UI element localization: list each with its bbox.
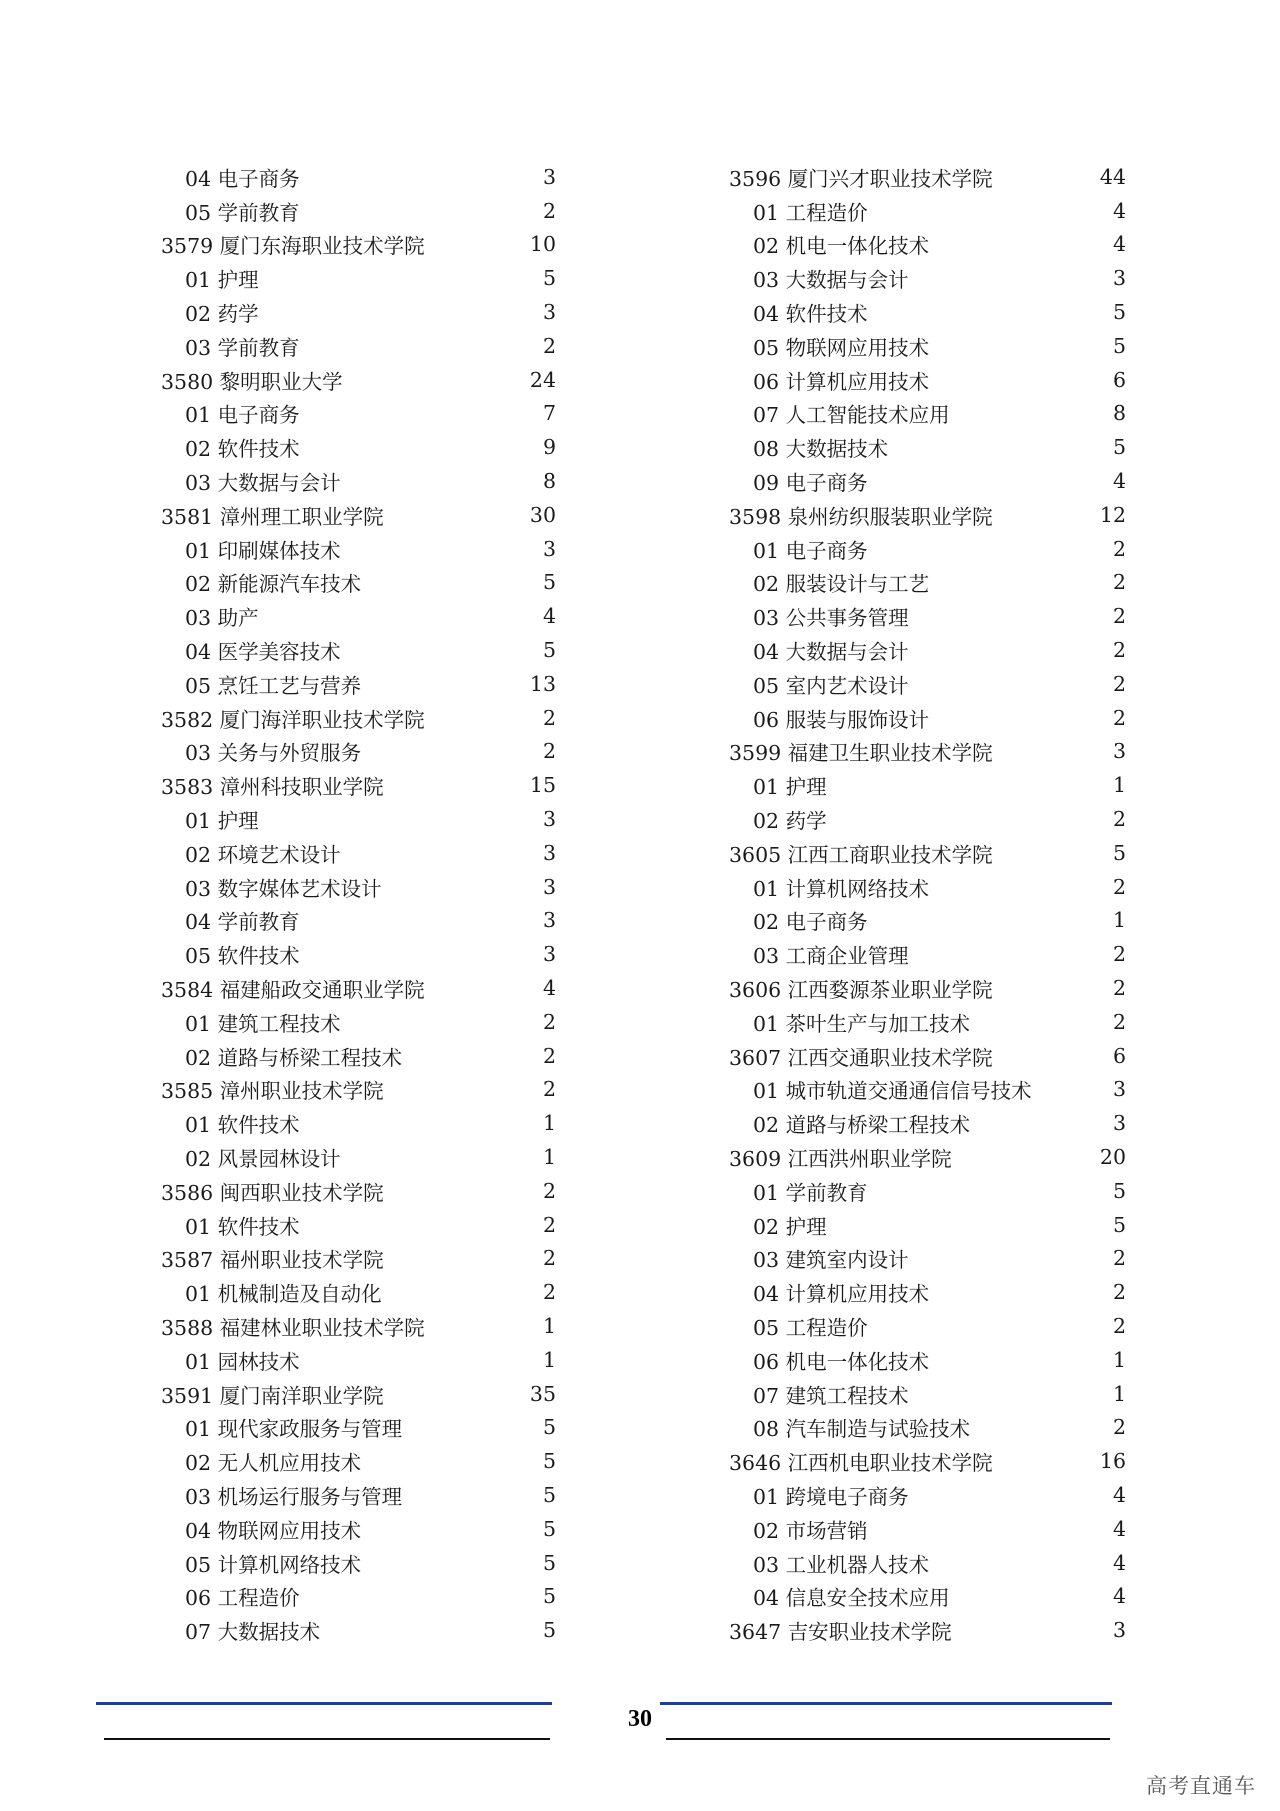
enrollment-count: 4 xyxy=(542,604,556,629)
enrollment-count: 4 xyxy=(1112,1482,1126,1507)
major-name: 05 物联网应用技术 xyxy=(753,335,930,360)
major-row xyxy=(729,1512,1126,1546)
major-row xyxy=(729,397,1126,431)
school-name: 3596 厦门兴才职业技术学院 xyxy=(729,166,993,191)
major-row xyxy=(161,1106,556,1140)
major-name: 09 电子商务 xyxy=(753,471,868,496)
enrollment-count: 2 xyxy=(542,198,556,223)
major-name: 06 机电一体化技术 xyxy=(753,1349,930,1374)
major-row xyxy=(729,1005,1126,1039)
enrollment-count: 13 xyxy=(529,671,556,696)
major-name: 01 学前教育 xyxy=(753,1180,868,1205)
enrollment-count: 2 xyxy=(1112,1313,1126,1338)
major-row xyxy=(729,1275,1126,1309)
enrollment-count: 2 xyxy=(1112,604,1126,629)
major-name: 03 大数据与会计 xyxy=(185,471,341,496)
enrollment-count: 2 xyxy=(542,1246,556,1271)
major-name: 02 新能源汽车技术 xyxy=(185,572,362,597)
enrollment-count: 4 xyxy=(1112,469,1126,494)
major-name: 01 工程造价 xyxy=(753,200,868,225)
enrollment-count: 5 xyxy=(1112,1212,1126,1237)
major-name: 04 学前教育 xyxy=(185,910,300,935)
enrollment-count: 5 xyxy=(542,1550,556,1575)
major-name: 05 室内艺术设计 xyxy=(753,673,909,698)
major-row xyxy=(729,363,1126,397)
major-row xyxy=(729,802,1126,836)
page-footer xyxy=(0,1700,1280,1760)
school-name: 3585 漳州职业技术学院 xyxy=(161,1079,384,1104)
school-row xyxy=(161,768,556,802)
enrollment-count: 5 xyxy=(1112,840,1126,865)
page-number: 30 xyxy=(628,1706,652,1732)
enrollment-count: 20 xyxy=(1099,1145,1126,1169)
major-name: 02 药学 xyxy=(753,809,827,834)
major-row xyxy=(161,904,556,938)
enrollment-count: 1 xyxy=(1112,908,1126,933)
enrollment-count: 16 xyxy=(1099,1449,1126,1474)
major-name: 03 关务与外贸服务 xyxy=(185,741,362,766)
school-name: 3598 泉州纺织服装职业学院 xyxy=(729,504,993,529)
major-name: 07 建筑工程技术 xyxy=(753,1383,909,1408)
enrollment-count: 2 xyxy=(1112,536,1126,561)
major-row xyxy=(729,1242,1126,1276)
major-row xyxy=(161,566,556,600)
enrollment-count: 4 xyxy=(542,976,556,1001)
major-name: 06 计算机应用技术 xyxy=(753,369,930,394)
enrollment-count: 44 xyxy=(1099,164,1126,189)
school-name: 3580 黎明职业大学 xyxy=(161,369,343,394)
major-row xyxy=(161,1039,556,1073)
major-name: 08 汽车制造与试验技术 xyxy=(753,1417,971,1442)
enrollment-count: 1 xyxy=(1112,1381,1126,1406)
major-name: 03 大数据与会计 xyxy=(753,268,909,293)
footer-rule-right-bottom xyxy=(666,1738,1110,1740)
major-row xyxy=(729,904,1126,938)
major-row xyxy=(729,701,1126,735)
school-row xyxy=(729,498,1126,532)
enrollment-count: 3 xyxy=(1112,266,1126,291)
major-name: 04 大数据与会计 xyxy=(753,640,909,665)
major-name: 01 软件技术 xyxy=(185,1214,300,1239)
enrollment-count: 5 xyxy=(1112,1178,1126,1203)
major-name: 03 助产 xyxy=(185,606,259,631)
major-row xyxy=(161,667,556,701)
major-row xyxy=(161,633,556,667)
school-name: 3646 江西机电职业技术学院 xyxy=(729,1451,993,1476)
school-row xyxy=(161,1174,556,1208)
enrollment-count: 3 xyxy=(542,807,556,832)
enrollment-count: 8 xyxy=(542,469,556,494)
school-name: 3588 福建林业职业技术学院 xyxy=(161,1315,425,1340)
major-row xyxy=(729,1377,1126,1411)
major-name: 01 建筑工程技术 xyxy=(185,1011,341,1036)
enrollment-count: 2 xyxy=(1112,1415,1126,1440)
major-name: 01 印刷媒体技术 xyxy=(185,538,341,563)
enrollment-count: 2 xyxy=(1112,1280,1126,1305)
enrollment-count: 2 xyxy=(542,1212,556,1237)
major-row xyxy=(161,295,556,329)
watermark-text: 高考直通车 xyxy=(1146,1774,1256,1798)
enrollment-count: 2 xyxy=(542,333,556,358)
major-name: 03 工商企业管理 xyxy=(753,944,909,969)
major-row xyxy=(729,194,1126,228)
enrollment-count: 6 xyxy=(1112,1043,1126,1068)
major-name: 02 护理 xyxy=(753,1214,827,1239)
major-row xyxy=(729,464,1126,498)
school-name: 3609 江西洪州职业学院 xyxy=(729,1147,952,1171)
major-row xyxy=(161,1444,556,1478)
major-name: 01 跨境电子商务 xyxy=(753,1484,909,1509)
major-row xyxy=(729,1208,1126,1242)
major-name: 05 计算机网络技术 xyxy=(185,1552,362,1577)
major-name: 04 电子商务 xyxy=(185,166,300,191)
footer-rule-left-top xyxy=(96,1702,552,1705)
enrollment-count: 2 xyxy=(1112,705,1126,730)
major-row xyxy=(161,836,556,870)
enrollment-count: 4 xyxy=(1112,1584,1126,1609)
enrollment-count: 2 xyxy=(542,1280,556,1305)
major-row xyxy=(729,870,1126,904)
school-row xyxy=(161,1073,556,1107)
enrollment-count: 1 xyxy=(1112,1347,1126,1372)
major-row xyxy=(729,261,1126,295)
major-row xyxy=(161,430,556,464)
school-name: 3607 江西交通职业技术学院 xyxy=(729,1045,993,1070)
major-name: 04 医学美容技术 xyxy=(185,640,341,665)
major-row xyxy=(161,160,556,194)
enrollment-count: 4 xyxy=(1112,232,1126,257)
major-name: 03 工业机器人技术 xyxy=(753,1552,930,1577)
major-name: 01 护理 xyxy=(753,775,827,800)
major-row xyxy=(161,1208,556,1242)
enrollment-count: 3 xyxy=(1112,1618,1126,1643)
major-name: 01 机械制造及自动化 xyxy=(185,1282,382,1307)
school-name: 3586 闽西职业技术学院 xyxy=(161,1180,384,1205)
school-row xyxy=(161,498,556,532)
major-name: 01 电子商务 xyxy=(753,538,868,563)
major-row xyxy=(729,1106,1126,1140)
major-row xyxy=(729,1073,1126,1107)
major-row xyxy=(161,1275,556,1309)
enrollment-count: 1 xyxy=(542,1145,556,1169)
enrollment-count: 5 xyxy=(542,1449,556,1474)
enrollment-count: 3 xyxy=(1112,739,1126,764)
enrollment-count: 3 xyxy=(542,840,556,865)
enrollment-count: 5 xyxy=(1112,333,1126,358)
school-name: 3599 福建卫生职业技术学院 xyxy=(729,741,993,766)
enrollment-count: 3 xyxy=(542,536,556,561)
school-row xyxy=(729,971,1126,1005)
major-row xyxy=(729,768,1126,802)
enrollment-count: 6 xyxy=(1112,367,1126,392)
major-name: 04 物联网应用技术 xyxy=(185,1518,362,1543)
enrollment-count: 4 xyxy=(1112,198,1126,223)
enrollment-count: 3 xyxy=(542,164,556,189)
enrollment-count: 24 xyxy=(529,367,556,392)
major-name: 07 人工智能技术应用 xyxy=(753,403,950,428)
major-name: 02 风景园林设计 xyxy=(185,1147,341,1171)
school-name: 3584 福建船政交通职业学院 xyxy=(161,978,425,1003)
enrollment-count: 12 xyxy=(1099,502,1126,527)
major-row xyxy=(161,261,556,295)
major-row xyxy=(729,295,1126,329)
enrollment-count: 1 xyxy=(542,1313,556,1338)
enrollment-count: 3 xyxy=(542,942,556,967)
major-row xyxy=(729,599,1126,633)
enrollment-count: 1 xyxy=(542,1111,556,1136)
major-name: 02 服装设计与工艺 xyxy=(753,572,930,597)
major-name: 02 电子商务 xyxy=(753,910,868,935)
major-row xyxy=(161,1343,556,1377)
major-name: 05 工程造价 xyxy=(753,1315,868,1340)
enrollment-count: 3 xyxy=(542,874,556,899)
major-name: 01 计算机网络技术 xyxy=(753,876,930,901)
major-name: 01 电子商务 xyxy=(185,403,300,428)
enrollment-count: 3 xyxy=(1112,1077,1126,1102)
major-row xyxy=(729,1478,1126,1512)
major-row xyxy=(161,1005,556,1039)
major-name: 05 学前教育 xyxy=(185,200,300,225)
major-row xyxy=(161,1478,556,1512)
major-row xyxy=(161,1579,556,1613)
school-row xyxy=(729,1444,1126,1478)
major-name: 02 药学 xyxy=(185,302,259,327)
enrollment-count: 2 xyxy=(1112,671,1126,696)
school-row xyxy=(729,1613,1126,1647)
enrollment-count: 2 xyxy=(1112,874,1126,899)
major-name: 03 建筑室内设计 xyxy=(753,1248,909,1273)
enrollment-count: 2 xyxy=(1112,976,1126,1001)
major-row xyxy=(729,228,1126,262)
enrollment-count: 4 xyxy=(1112,1550,1126,1575)
major-name: 04 计算机应用技术 xyxy=(753,1282,930,1307)
major-name: 02 软件技术 xyxy=(185,437,300,462)
major-row xyxy=(161,599,556,633)
school-name: 3605 江西工商职业技术学院 xyxy=(729,842,993,867)
enrollment-count: 4 xyxy=(1112,1516,1126,1541)
enrollment-count: 2 xyxy=(1112,807,1126,832)
major-row xyxy=(161,1512,556,1546)
major-row xyxy=(161,1546,556,1580)
major-name: 01 茶叶生产与加工技术 xyxy=(753,1011,971,1036)
enrollment-count: 15 xyxy=(529,773,556,798)
enrollment-count: 3 xyxy=(1112,1111,1126,1136)
enrollment-count: 2 xyxy=(542,1178,556,1203)
enrollment-count: 5 xyxy=(542,1482,556,1507)
enrollment-count: 2 xyxy=(1112,942,1126,967)
major-row xyxy=(161,464,556,498)
school-row xyxy=(161,701,556,735)
footer-rule-right-top xyxy=(660,1702,1112,1705)
enrollment-count: 2 xyxy=(1112,1246,1126,1271)
major-row xyxy=(161,397,556,431)
enrollment-count: 9 xyxy=(542,435,556,460)
footer-rule-left-bottom xyxy=(104,1738,550,1740)
major-name: 01 园林技术 xyxy=(185,1349,300,1374)
school-name: 3582 厦门海洋职业技术学院 xyxy=(161,707,425,732)
school-row xyxy=(161,1377,556,1411)
enrollment-count: 5 xyxy=(1112,300,1126,325)
major-name: 03 公共事务管理 xyxy=(753,606,909,631)
enrollment-count: 2 xyxy=(542,739,556,764)
major-row xyxy=(729,1546,1126,1580)
school-name: 3647 吉安职业技术学院 xyxy=(729,1620,952,1645)
enrollment-count: 2 xyxy=(542,705,556,730)
enrollment-count: 2 xyxy=(1112,570,1126,595)
major-row xyxy=(161,1613,556,1647)
enrollment-count: 35 xyxy=(529,1381,556,1406)
major-row xyxy=(729,430,1126,464)
school-row xyxy=(729,1039,1126,1073)
major-row xyxy=(161,329,556,363)
enrollment-count: 2 xyxy=(542,1043,556,1068)
school-name: 3581 漳州理工职业学院 xyxy=(161,504,384,529)
enrollment-count: 5 xyxy=(542,1415,556,1440)
major-row xyxy=(161,1140,556,1174)
school-name: 3583 漳州科技职业学院 xyxy=(161,775,384,800)
major-row xyxy=(729,532,1126,566)
major-name: 04 软件技术 xyxy=(753,302,868,327)
school-row xyxy=(729,836,1126,870)
school-row xyxy=(729,735,1126,769)
major-name: 05 烹饪工艺与营养 xyxy=(185,673,362,698)
major-row xyxy=(729,1174,1126,1208)
enrollment-count: 10 xyxy=(529,232,556,257)
right-column xyxy=(729,160,1126,1647)
major-row xyxy=(161,194,556,228)
major-name: 05 软件技术 xyxy=(185,944,300,969)
major-row xyxy=(729,1343,1126,1377)
school-row xyxy=(729,1140,1126,1174)
enrollment-count: 5 xyxy=(542,1516,556,1541)
school-row xyxy=(161,971,556,1005)
enrollment-count: 1 xyxy=(542,1347,556,1372)
school-name: 3606 江西婺源茶业职业学院 xyxy=(729,978,993,1003)
major-name: 02 道路与桥梁工程技术 xyxy=(185,1045,403,1070)
major-row xyxy=(729,329,1126,363)
major-row xyxy=(729,633,1126,667)
major-name: 04 信息安全技术应用 xyxy=(753,1586,950,1611)
major-name: 03 数字媒体艺术设计 xyxy=(185,876,382,901)
major-name: 06 工程造价 xyxy=(185,1586,300,1611)
major-row xyxy=(161,802,556,836)
major-name: 02 机电一体化技术 xyxy=(753,234,930,259)
enrollment-count: 5 xyxy=(542,266,556,291)
major-row xyxy=(729,1309,1126,1343)
enrollment-count: 2 xyxy=(542,1009,556,1034)
major-name: 02 市场营销 xyxy=(753,1518,868,1543)
major-name: 01 软件技术 xyxy=(185,1113,300,1138)
enrollment-count: 3 xyxy=(542,300,556,325)
enrollment-count: 8 xyxy=(1112,401,1126,426)
school-row xyxy=(161,363,556,397)
school-row xyxy=(729,160,1126,194)
enrollment-count: 5 xyxy=(542,1618,556,1643)
major-name: 08 大数据技术 xyxy=(753,437,889,462)
major-row xyxy=(161,937,556,971)
school-row xyxy=(161,1242,556,1276)
enrollment-count: 5 xyxy=(542,570,556,595)
school-name: 3587 福州职业技术学院 xyxy=(161,1248,384,1273)
enrollment-count: 7 xyxy=(542,401,556,426)
major-name: 03 机场运行服务与管理 xyxy=(185,1484,403,1509)
major-row xyxy=(161,1410,556,1444)
major-name: 02 环境艺术设计 xyxy=(185,842,341,867)
school-name: 3579 厦门东海职业技术学院 xyxy=(161,234,425,259)
enrollment-count: 2 xyxy=(1112,638,1126,663)
major-row xyxy=(161,735,556,769)
major-name: 01 城市轨道交通通信信号技术 xyxy=(753,1079,1032,1104)
major-row xyxy=(729,1410,1126,1444)
enrollment-count: 5 xyxy=(542,1584,556,1609)
enrollment-count: 3 xyxy=(542,908,556,933)
school-row xyxy=(161,1309,556,1343)
enrollment-count: 30 xyxy=(529,502,556,527)
major-row xyxy=(729,566,1126,600)
major-row xyxy=(161,532,556,566)
major-row xyxy=(729,1579,1126,1613)
major-name: 01 现代家政服务与管理 xyxy=(185,1417,403,1442)
enrollment-count: 1 xyxy=(1112,773,1126,798)
major-row xyxy=(729,667,1126,701)
major-row xyxy=(161,870,556,904)
major-row xyxy=(729,937,1126,971)
school-row xyxy=(161,228,556,262)
enrollment-count: 5 xyxy=(1112,435,1126,460)
major-name: 02 无人机应用技术 xyxy=(185,1451,362,1476)
major-name: 01 护理 xyxy=(185,809,259,834)
major-name: 02 道路与桥梁工程技术 xyxy=(753,1113,971,1138)
major-name: 06 服装与服饰设计 xyxy=(753,707,930,732)
enrollment-count: 5 xyxy=(542,638,556,663)
school-name: 3591 厦门南洋职业学院 xyxy=(161,1383,384,1408)
major-name: 01 护理 xyxy=(185,268,259,293)
enrollment-count: 2 xyxy=(1112,1009,1126,1034)
major-name: 07 大数据技术 xyxy=(185,1620,321,1645)
enrollment-count: 2 xyxy=(542,1077,556,1102)
major-name: 03 学前教育 xyxy=(185,335,300,360)
left-column xyxy=(161,160,556,1647)
